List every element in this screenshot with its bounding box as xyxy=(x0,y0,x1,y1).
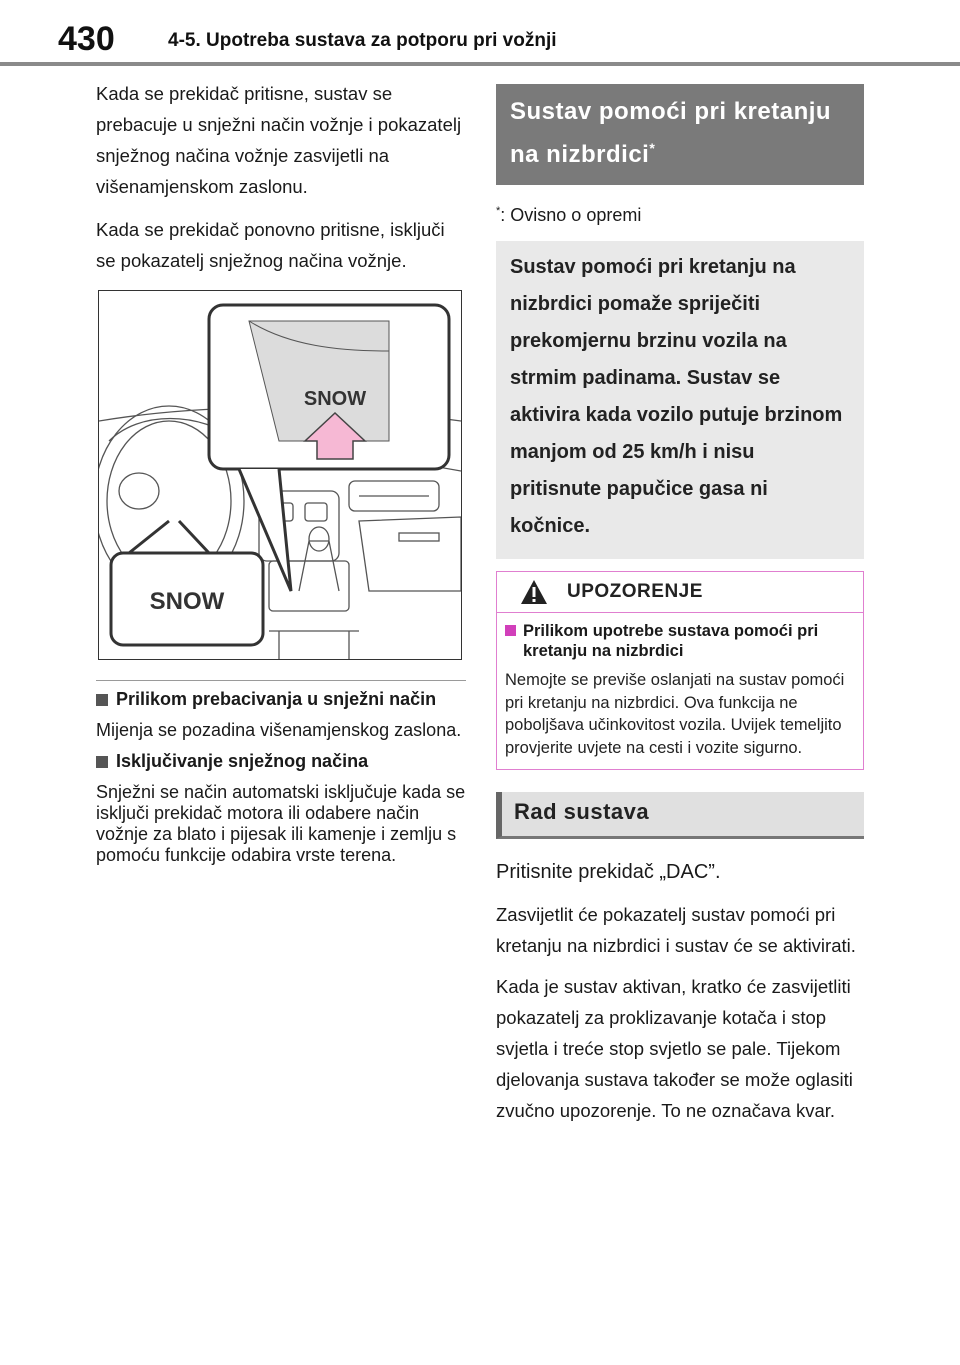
operation-paragraph-2: Kada je sustav aktivan, kratko će zasvijetliti pokazatelj za proklizavanje kotača i stop svjetla i treće stop svjetlo se pale. Tijekom djelovanja sustava također se može oglasiti zvučno upozorenje. To ne označava kvar. xyxy=(496,976,853,1121)
chapter-title: 4-5. Upotreba sustava za potporu pri vožnji xyxy=(168,30,557,51)
square-bullet-icon xyxy=(96,756,108,768)
section-title-asterisk: * xyxy=(649,140,656,156)
note-heading-switching: Prilikom prebacivanja u snježni način xyxy=(96,689,468,710)
page-number: 430 xyxy=(58,20,115,58)
note-heading-deactivation: Isključivanje snježnog načina xyxy=(96,751,468,772)
operation-lead: Pritisnite prekidač „DAC”. xyxy=(496,861,721,883)
separator-rule xyxy=(96,680,466,681)
warning-box xyxy=(496,571,864,770)
callout-box xyxy=(111,521,263,645)
snow-mode-paragraph-1: Kada se prekidač pritisne, sustav se prebacuje u snježni način vožnje i pokazatelj snježnog načina vožnje zasvijetli na višenamjenskom zaslonu. xyxy=(96,83,462,197)
section-title-operation: Rad sustava xyxy=(496,792,864,839)
snow-mode-paragraph-2: Kada se prekidač ponovno pritisne, isključi se pokazatelj snježnog načina vožnje. xyxy=(96,219,445,271)
square-bullet-icon xyxy=(96,694,108,706)
warning-text: Nemojte se previše oslanjati na sustav pomoći pri kretanju na nizbrdici. Ova funkcija ne poboljšava učinkovitost vozila. Uvijek temeljito provjerite uvjete na cesti i vozite sigurno. xyxy=(505,671,845,757)
callout-snow-label: SNOW xyxy=(149,588,225,615)
left-column xyxy=(96,78,468,876)
zoom-inset xyxy=(209,305,449,469)
zoom-snow-label: SNOW xyxy=(303,388,367,410)
footnote: *: Ovisno o opremi xyxy=(496,205,642,225)
warning-header xyxy=(497,572,863,613)
intro-box: Sustav pomoći pri kretanju na nizbrdici pomaže spriječiti prekomjernu brzinu vozila na strmim padinama. Sustav se aktivira kada vozilo putuje brzinom manjom od 25 km/h i nisu pritisnute papučice gasa ni kočnice. xyxy=(496,241,864,559)
operation-paragraph-1: Zasvijetlit će pokazatelj sustav pomoći pri kretanju na nizbrdici i sustav će se aktivirati. xyxy=(496,904,856,956)
dashboard-drawing xyxy=(99,291,461,659)
right-column xyxy=(496,84,864,1136)
section-title-dac: Sustav pomoći pri kretanju na nizbrdici* xyxy=(496,84,864,185)
note-text-deactivation: Snježni se način automatski isključuje kada se isključi prekidač motora ili odabere način vožnje za blato i pijesak ili kamenje i zemlju s pomoću funkcije odabira vrste terena. xyxy=(96,782,466,865)
warning-title: UPOZORENJE xyxy=(567,581,703,602)
header-rule xyxy=(0,62,960,66)
warning-triangle-icon xyxy=(519,578,549,606)
footnote-asterisk: * xyxy=(496,205,501,217)
note-text-switching: Mijenja se pozadina višenamjenskog zaslona. xyxy=(96,720,462,740)
warning-body xyxy=(497,613,863,769)
warning-subheading: Prilikom upotrebe sustava pomoći pri kretanju na nizbrdici xyxy=(505,621,855,661)
snow-switch-illustration xyxy=(98,290,462,660)
page-header xyxy=(0,0,960,66)
square-bullet-icon xyxy=(505,625,516,636)
